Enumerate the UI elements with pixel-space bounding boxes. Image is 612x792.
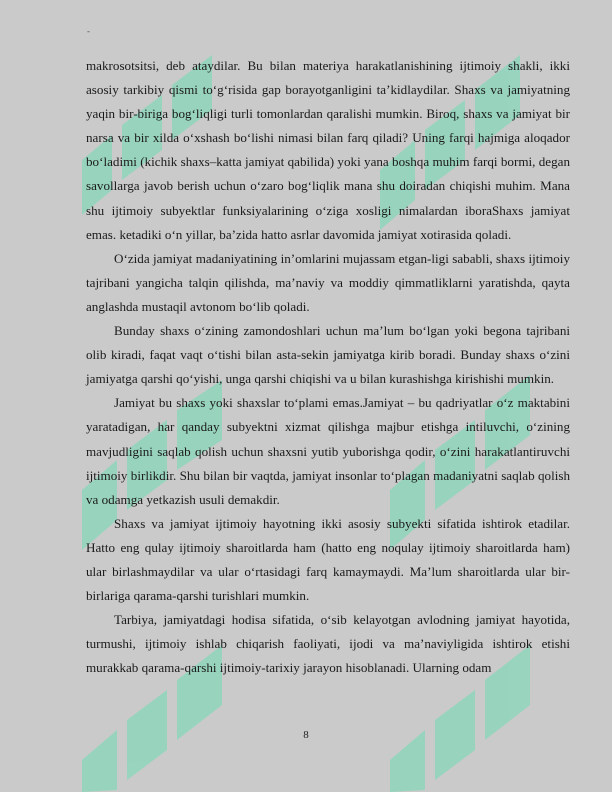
paragraph: Jamiyat bu shaxs yoki shaxslar to‘plami emas.Jamiyat – bu qadriyatlar o‘z maktabini yaratadigan, har qanday subyektni xizmat qilishga majbur etishga intiluvchi, o‘zining mavjudligini saqlab qolish uchun shaxsni yutib yuborishga qodir, o‘zini harakatlantiruvchi ijtimoiy birlikdir. Shu bilan bir vaqtda, jamiyat insonlar to‘plagan madaniyatni saqlab qolish va odamga yetkazish usuli demakdir. [86,395,570,507]
paragraph: Shaxs va jamiyat ijtimoiy hayotning ikki asosiy subyekti sifatida ishtirok etadilar. Hatto eng qulay ijtimoiy sharoitlarda ham (hatto eng noqulay ijtimoiy sharoitlarda ham) ular birlashmaydilar va ular o‘rtasidagi farq kamaymaydi. Ma’lum sharoitlarda ular bir-birlariga qarama-qarshi turishlari mumkin. [86,515,570,604]
paragraph: Tarbiya, jamiyatdagi hodisa sifatida, o‘sib kelayotgan avlodning jamiyat hayotida, turmushi, ijtimoiy ishlab chiqarish faoliyati, ijodi va ma’naviyligida ishtirok etishi murakkab qarama-qarshi ijtimoiy-tarixiy jarayon hisoblanadi. Ularning odam [86,612,570,676]
paragraph: O‘zida jamiyat madaniyatining in’omlarini mujassam etgan-ligi sababli, shaxs ijtimoiy tajribani yangicha talqin qilishda, ma’naviy va moddiy qimmatliklarni yaratishda, qayta anglashda mustaqil avtonom bo‘lib qoladi. [86,250,570,314]
paragraph: Bunday shaxs o‘zining zamondoshlari uchun ma’lum bo‘lgan yoki begona tajribani olib kiradi, faqat vaqt o‘tishi bilan asta-sekin jamiyatga kirib boradi. Bunday shaxs o‘zini jamiyatga qarshi qo‘yishi, unga qarshi chiqishi va u bilan kurashishga kirishishi mumkin. [86,323,570,387]
page-number: 8 [303,729,309,741]
header-mark: - [87,26,90,36]
body-text [86,54,570,680]
paragraph: makrosotsitsi, deb ataydilar. Bu bilan materiya harakatlanishining ijtimoiy shakli, ikki asosiy tarkibiy qismi to‘g‘risida gap borayotganligini ta’kidlaydilar. Shaxs va jamiyatning yaqin bir-biriga bog‘liqligi turli tomonlardan qaralishi mumkin. Biroq, shaxs va jamiyat bir narsa va bir xilda o‘xshash bo‘lishi nimasi bilan farq qiladi? Uning farqi hajmiga aloqador bo‘ladimi (kichik shaxs–katta jamiyat qabilida) yoki yana boshqa muhim farqi bormi, degan savollarga javob berish uchun o‘zaro bog‘liqlik mana shu doiradan chiqishi muhim. Mana shu ijtimoiy subyektlar funksiyalarining o‘ziga xosligi nimalardan iboraShaxs jamiyat emas. ketadiki o‘n yillar, ba’zida hatto asrlar davomida jamiyat xotirasida qoladi. [86,58,570,242]
